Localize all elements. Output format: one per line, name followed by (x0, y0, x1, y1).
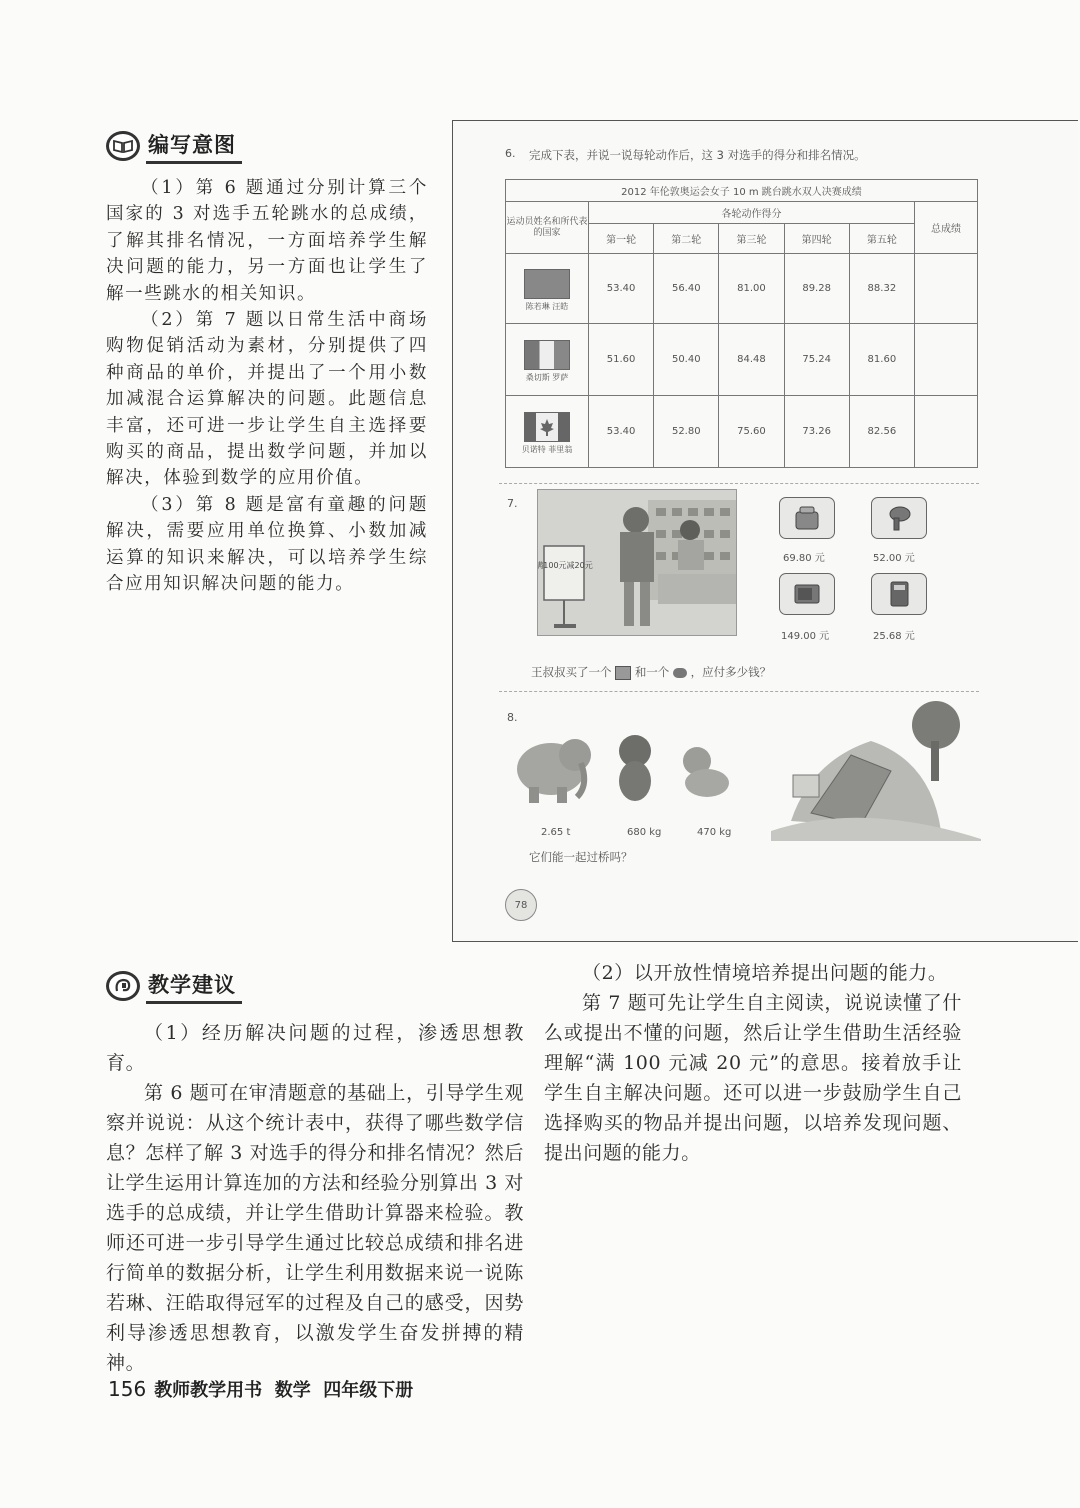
q7-question-part-a: 王叔叔买了一个 (531, 665, 612, 679)
page-footer (108, 1376, 413, 1402)
score-cell: 75.24 (784, 324, 849, 396)
q8-question: 它们能一起过桥吗？ (529, 850, 633, 864)
total-cell (915, 324, 978, 396)
score-cell: 81.60 (849, 324, 914, 396)
rice-cooker-icon (779, 497, 835, 539)
suggestion-heading-2: （2）以开放性情境培养提出问题的能力。 (582, 962, 948, 984)
athlete-cell (506, 254, 589, 324)
q7-question-part-c: ，应付多少钱？ (690, 665, 772, 679)
writing-intent-text (106, 175, 428, 598)
q8-label: 8. (507, 711, 518, 724)
col-round-3: 第三轮 (719, 224, 784, 254)
col-athletes: 运动员姓名和所代表的国家 (506, 202, 589, 254)
table-row (506, 396, 978, 468)
score-cell: 81.00 (719, 254, 784, 324)
athlete-names: 贝诺特 菲里翁 (521, 445, 573, 454)
score-cell: 75.60 (719, 396, 784, 468)
q7-label: 7. (507, 497, 518, 510)
price-rice-cooker: 69.80 元 (783, 553, 825, 564)
score-cell: 82.56 (849, 396, 914, 468)
score-cell: 53.40 (589, 396, 654, 468)
hair-dryer-inline-icon (673, 668, 687, 678)
weight-tiger: 470 kg (697, 827, 732, 838)
textbook-page-number: 78 (505, 889, 537, 921)
athlete-cell (506, 324, 589, 396)
divider (499, 691, 979, 692)
total-cell (915, 254, 978, 324)
section-heading-writing-intent (106, 130, 242, 162)
price-calculator: 25.68 元 (873, 631, 915, 642)
microwave-icon (779, 573, 835, 615)
score-cell: 51.60 (589, 324, 654, 396)
q7-question (531, 664, 771, 680)
col-total: 总成绩 (915, 202, 978, 254)
athlete-cell (506, 396, 589, 468)
col-round-4: 第四轮 (784, 224, 849, 254)
teaching-suggestions-left (106, 1018, 524, 1378)
table-row (506, 254, 978, 324)
table-row (506, 324, 978, 396)
section-title: 编写意图 (146, 129, 242, 164)
score-cell: 88.32 (849, 254, 914, 324)
score-cell: 53.40 (589, 254, 654, 324)
intent-paragraph-3: （3）第 8 题是富有童趣的问题解决，需要应用单位换算、小数加减运算的知识来解决，可以培养学生综合应用知识解决问题的能力。 (106, 494, 428, 595)
athlete-names: 桑切斯 罗萨 (525, 373, 569, 382)
hair-dryer-icon (871, 497, 927, 539)
mexico-flag-icon (524, 340, 570, 370)
total-cell (915, 396, 978, 468)
textbook-page-excerpt (452, 120, 1078, 942)
open-book-icon (106, 131, 140, 161)
book-title: 教师教学用书 数学 四年级下册 (154, 1380, 414, 1401)
weight-elephant: 2.65 t (541, 827, 571, 838)
score-cell: 52.80 (654, 396, 719, 468)
score-cell: 50.40 (654, 324, 719, 396)
col-round-1: 第一轮 (589, 224, 654, 254)
score-cell: 89.28 (784, 254, 849, 324)
china-flag-icon (524, 269, 570, 299)
score-cell: 56.40 (654, 254, 719, 324)
suggestion-paragraph-2: 第 7 题可先让学生自主阅读，说说读懂了什么或提出不懂的问题，然后让学生借助生活经验理解“满 100 元减 20 元”的意思。接着放手让学生自主解决问题。还可以进一步鼓励学生自己选择购买的物品并提出问题，以培养发现问题、提出问题的能力。 (544, 992, 962, 1164)
suggestion-paragraph-1: 第 6 题可在审清题意的基础上，引导学生观察并说说：从这个统计表中，获得了哪些数学信息？怎样了解 3 对选手的得分和排名情况？然后让学生运用计算连加的方法和经验分别算出 3 对选手的总成绩，并让学生借助计算器来检验。教师还可进一步引导学生通过比较总成绩和排名进行简单的数据分析，让学生利用数据来说一说陈若琳、汪皓取得冠军的过程及自己的感受，因势利导渗透思想教育，以激发学生奋发拼搏的精神。 (106, 1082, 524, 1374)
score-cell: 73.26 (784, 396, 849, 468)
intent-paragraph-1: （1）第 6 题通过分别计算三个国家的 3 对选手五轮跳水的总成绩，了解其排名情况，一方面培养学生解决问题的能力，另一方面也让学生了解一些跳水的相关知识。 (106, 178, 428, 304)
athlete-names: 陈若琳 汪皓 (525, 302, 569, 311)
canada-flag-icon (524, 412, 570, 442)
promo-sign-text: 满100元减20元 (538, 561, 593, 570)
col-rounds-group: 各轮动作得分 (589, 202, 915, 224)
shop-illustration (537, 489, 737, 636)
divider (499, 483, 979, 484)
diving-score-table (505, 179, 978, 468)
page-number: 156 (108, 1377, 147, 1401)
suggestion-heading-1: （1）经历解决问题的过程，渗透思想教育。 (106, 1022, 524, 1074)
swirl-icon (106, 971, 140, 1001)
intent-paragraph-2: （2）第 7 题以日常生活中商场购物促销活动为素材，分别提供了四种商品的单价，并提出了一个用小数加减混合运算解决的问题。此题信息丰富，还可进一步让学生自主选择要购买的商品，提出数学问题，并加以解决，体验到数学的应用价值。 (106, 310, 428, 489)
weight-bear: 680 kg (627, 827, 662, 838)
price-microwave: 149.00 元 (781, 631, 830, 642)
score-cell: 84.48 (719, 324, 784, 396)
q7-question-part-b: 和一个 (634, 665, 670, 679)
col-round-5: 第五轮 (849, 224, 914, 254)
price-hair-dryer: 52.00 元 (873, 553, 915, 564)
section-title: 教学建议 (146, 969, 242, 1004)
q6-text: 完成下表，并说一说每轮动作后，这 3 对选手的得分和排名情况。 (529, 148, 866, 162)
table-title: 2012 年伦敦奥运会女子 10 m 跳台跳水双人决赛成绩 (506, 180, 978, 202)
rice-cooker-inline-icon (615, 666, 631, 680)
calculator-icon (871, 573, 927, 615)
col-round-2: 第二轮 (654, 224, 719, 254)
section-heading-teaching-suggestions (106, 970, 242, 1002)
q6-label: 6. (505, 147, 516, 160)
animals-bridge-illustration (511, 701, 981, 841)
teaching-suggestions-right (544, 958, 962, 1168)
